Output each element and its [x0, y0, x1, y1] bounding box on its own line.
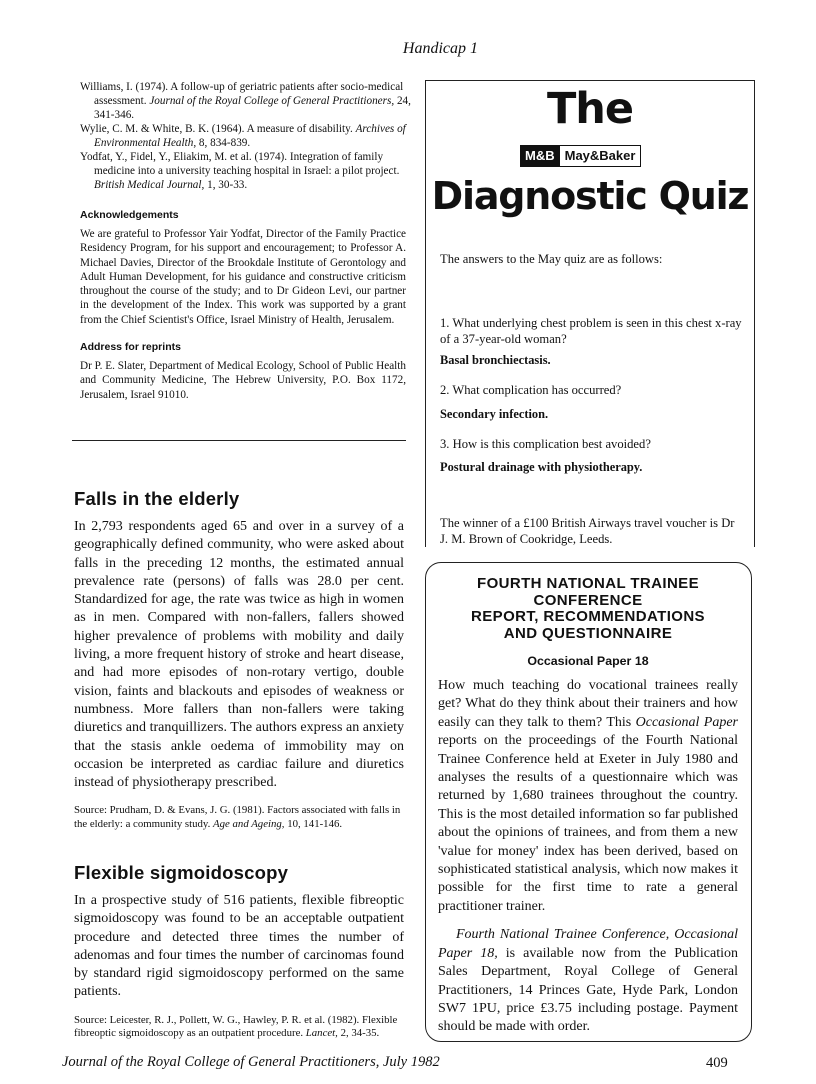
may-baker-logo [520, 145, 641, 167]
quiz-the-heading: The [546, 84, 634, 134]
occasional-paper-content [438, 576, 738, 1037]
quiz-answer: Basal bronchiectasis. [440, 353, 551, 367]
quiz-answers [440, 315, 745, 475]
paper-subtitle: Occasional Paper 18 [527, 654, 649, 668]
reprints-heading: Address for reprints [80, 341, 181, 353]
sigmoidoscopy-source: Source: Leicester, R. J., Pollett, W. G., Hawley, P. R. et al. (1982). Flexible fibreoptic sigmoidoscopy as an outpatient procedure. Lancet, 2, 34-35. [74, 1013, 398, 1040]
running-header: Handicap 1 [402, 40, 478, 57]
quiz-question: 1. What underlying chest problem is seen in this chest x-ray of a 37-year-old woman? [440, 316, 742, 346]
paper-ordering-info: Fourth National Trainee Conference, Occasional Paper 18, is available now from the Publication Sales Department, Royal College of General Practitioners, 14 Princes Gate, Hyde Park, London SW7 1PU, price £3.75 including postage. Payment should be made with order. [438, 927, 738, 1035]
section-divider [72, 440, 406, 441]
journal-footer: Journal of the Royal College of General Practitioners, July 1982 [62, 1054, 440, 1070]
quiz-item [440, 315, 745, 368]
acknowledgements-heading: Acknowledgements [80, 209, 179, 221]
reference-item: Yodfat, Y., Fidel, Y., Eliakim, M. et al. (1974). Integration of family medicine into a university teaching hospital in Israel: a pilot project. British Medical Journal, 1, 30-33. [80, 151, 400, 191]
logo-may-baker: May&Baker [560, 145, 642, 167]
references-list [80, 80, 420, 192]
quiz-item [440, 436, 745, 475]
falls-body: In 2,793 respondents aged 65 and over in a survey of a geographically defined community, who were asked about falls in the preceding 12 months, the estimated annual prevalence rate (persons) of falls was 28.0 per cent. Standardized for age, the rate was twice as high in women as in men. Compared with non-fallers, fallers showed higher prevalence of problems with mobility and daily living, a more frequent history of stroke and heart disease, and had more episodes of non-rotary vertigo, double vision, faints and blackouts and episodes of weakness or numbness. More fallers than non-fallers were taking diuretics and tranquillizers. The authors express an anxiety that the stasis ankle oedema of immobility may on occasion be interpreted as cardiac failure and diuretics instead of physiotherapy prescribed. [74, 519, 404, 791]
sigmoidoscopy-article [74, 862, 404, 1041]
reprints-text: Dr P. E. Slater, Department of Medical Ecology, School of Public Health and Community Medicine, The Hebrew University, P.O. Box 1172, Jerusalem, Israel 91010. [80, 360, 406, 401]
quiz-question: 3. How is this complication best avoided? [440, 437, 651, 451]
quiz-answer: Secondary infection. [440, 407, 549, 421]
paper-title-line: AND QUESTIONNAIRE [503, 624, 673, 642]
sigmoidoscopy-title: Flexible sigmoidoscopy [74, 862, 289, 883]
acknowledgements-section [80, 209, 406, 327]
quiz-item [440, 382, 745, 422]
paper-title-line: REPORT, RECOMMENDATIONS [471, 608, 705, 625]
logo-mb: M&B [520, 145, 560, 167]
reference-item: Wylie, C. M. & White, B. K. (1964). A measure of disability. Archives of Environmental Health, 8, 834-839. [80, 123, 406, 149]
paper-title-line: FOURTH NATIONAL TRAINEE [477, 575, 699, 592]
acknowledgements-text: We are grateful to Professor Yair Yodfat, Director of the Family Practice Residency Program, for his support and encouragement; to Professor A. Michael Davies, Director of the Brookdale Institute of Gerontology and Adult Human Development, for his guidance and constructive criticism throughout the course of the study; and to Dr Gideon Levi, our partner in the development of the Index. This work was supported by a grant from the Chief Scientist's Office, Israel Ministry of Health, Jerusalem. [80, 228, 406, 326]
quiz-intro: The answers to the May quiz are as follows: [440, 252, 663, 266]
quiz-title: Diagnostic Quiz [431, 174, 749, 218]
paper-title-line: CONFERENCE [533, 591, 643, 609]
falls-article [74, 488, 404, 832]
falls-source: Source: Prudham, D. & Evans, J. G. (1981). Factors associated with falls in the elderly: a community study. Age and Ageing, 10, 141-146. [74, 804, 401, 831]
quiz-question: 2. What complication has occurred? [440, 383, 622, 397]
page-number: 409 [706, 1055, 728, 1071]
reprints-section [80, 341, 406, 402]
quiz-answer: Postural drainage with physiotherapy. [440, 460, 643, 474]
falls-title: Falls in the elderly [74, 488, 240, 509]
paper-description: How much teaching do vocational trainees really get? What do they think about their trainers and how easily can they talk to them? This Occasional Paper reports on the proceedings of the Fourth National Trainee Conference held at Exeter in July 1980 and analyses the results of a questionnaire which was returned by 1,680 trainees throughout the country. This is the most detailed information so far published about the opinions of trainees, and from them a new 'value for money' index has been derived, based on sophisticated statistical analysis, which now makes it possible for the first time to rate a general practitioner trainer. [438, 678, 738, 914]
quiz-winner: The winner of a £100 British Airways travel voucher is Dr J. M. Brown of Cookridge, Leeds. [440, 516, 735, 546]
sigmoidoscopy-body: In a prospective study of 516 patients, flexible fibreoptic sigmoidoscopy was found to be an acceptable outpatient procedure and detected three times the number of adenomas and four times the number of carcinomas found by standard rigid sigmoidoscopy performed on the same patients. [74, 893, 404, 1000]
reference-item: Williams, I. (1974). A follow-up of geriatric patients after socio-medical assessment. Journal of the Royal College of General Practitioners, 24, 341-346. [80, 81, 411, 121]
